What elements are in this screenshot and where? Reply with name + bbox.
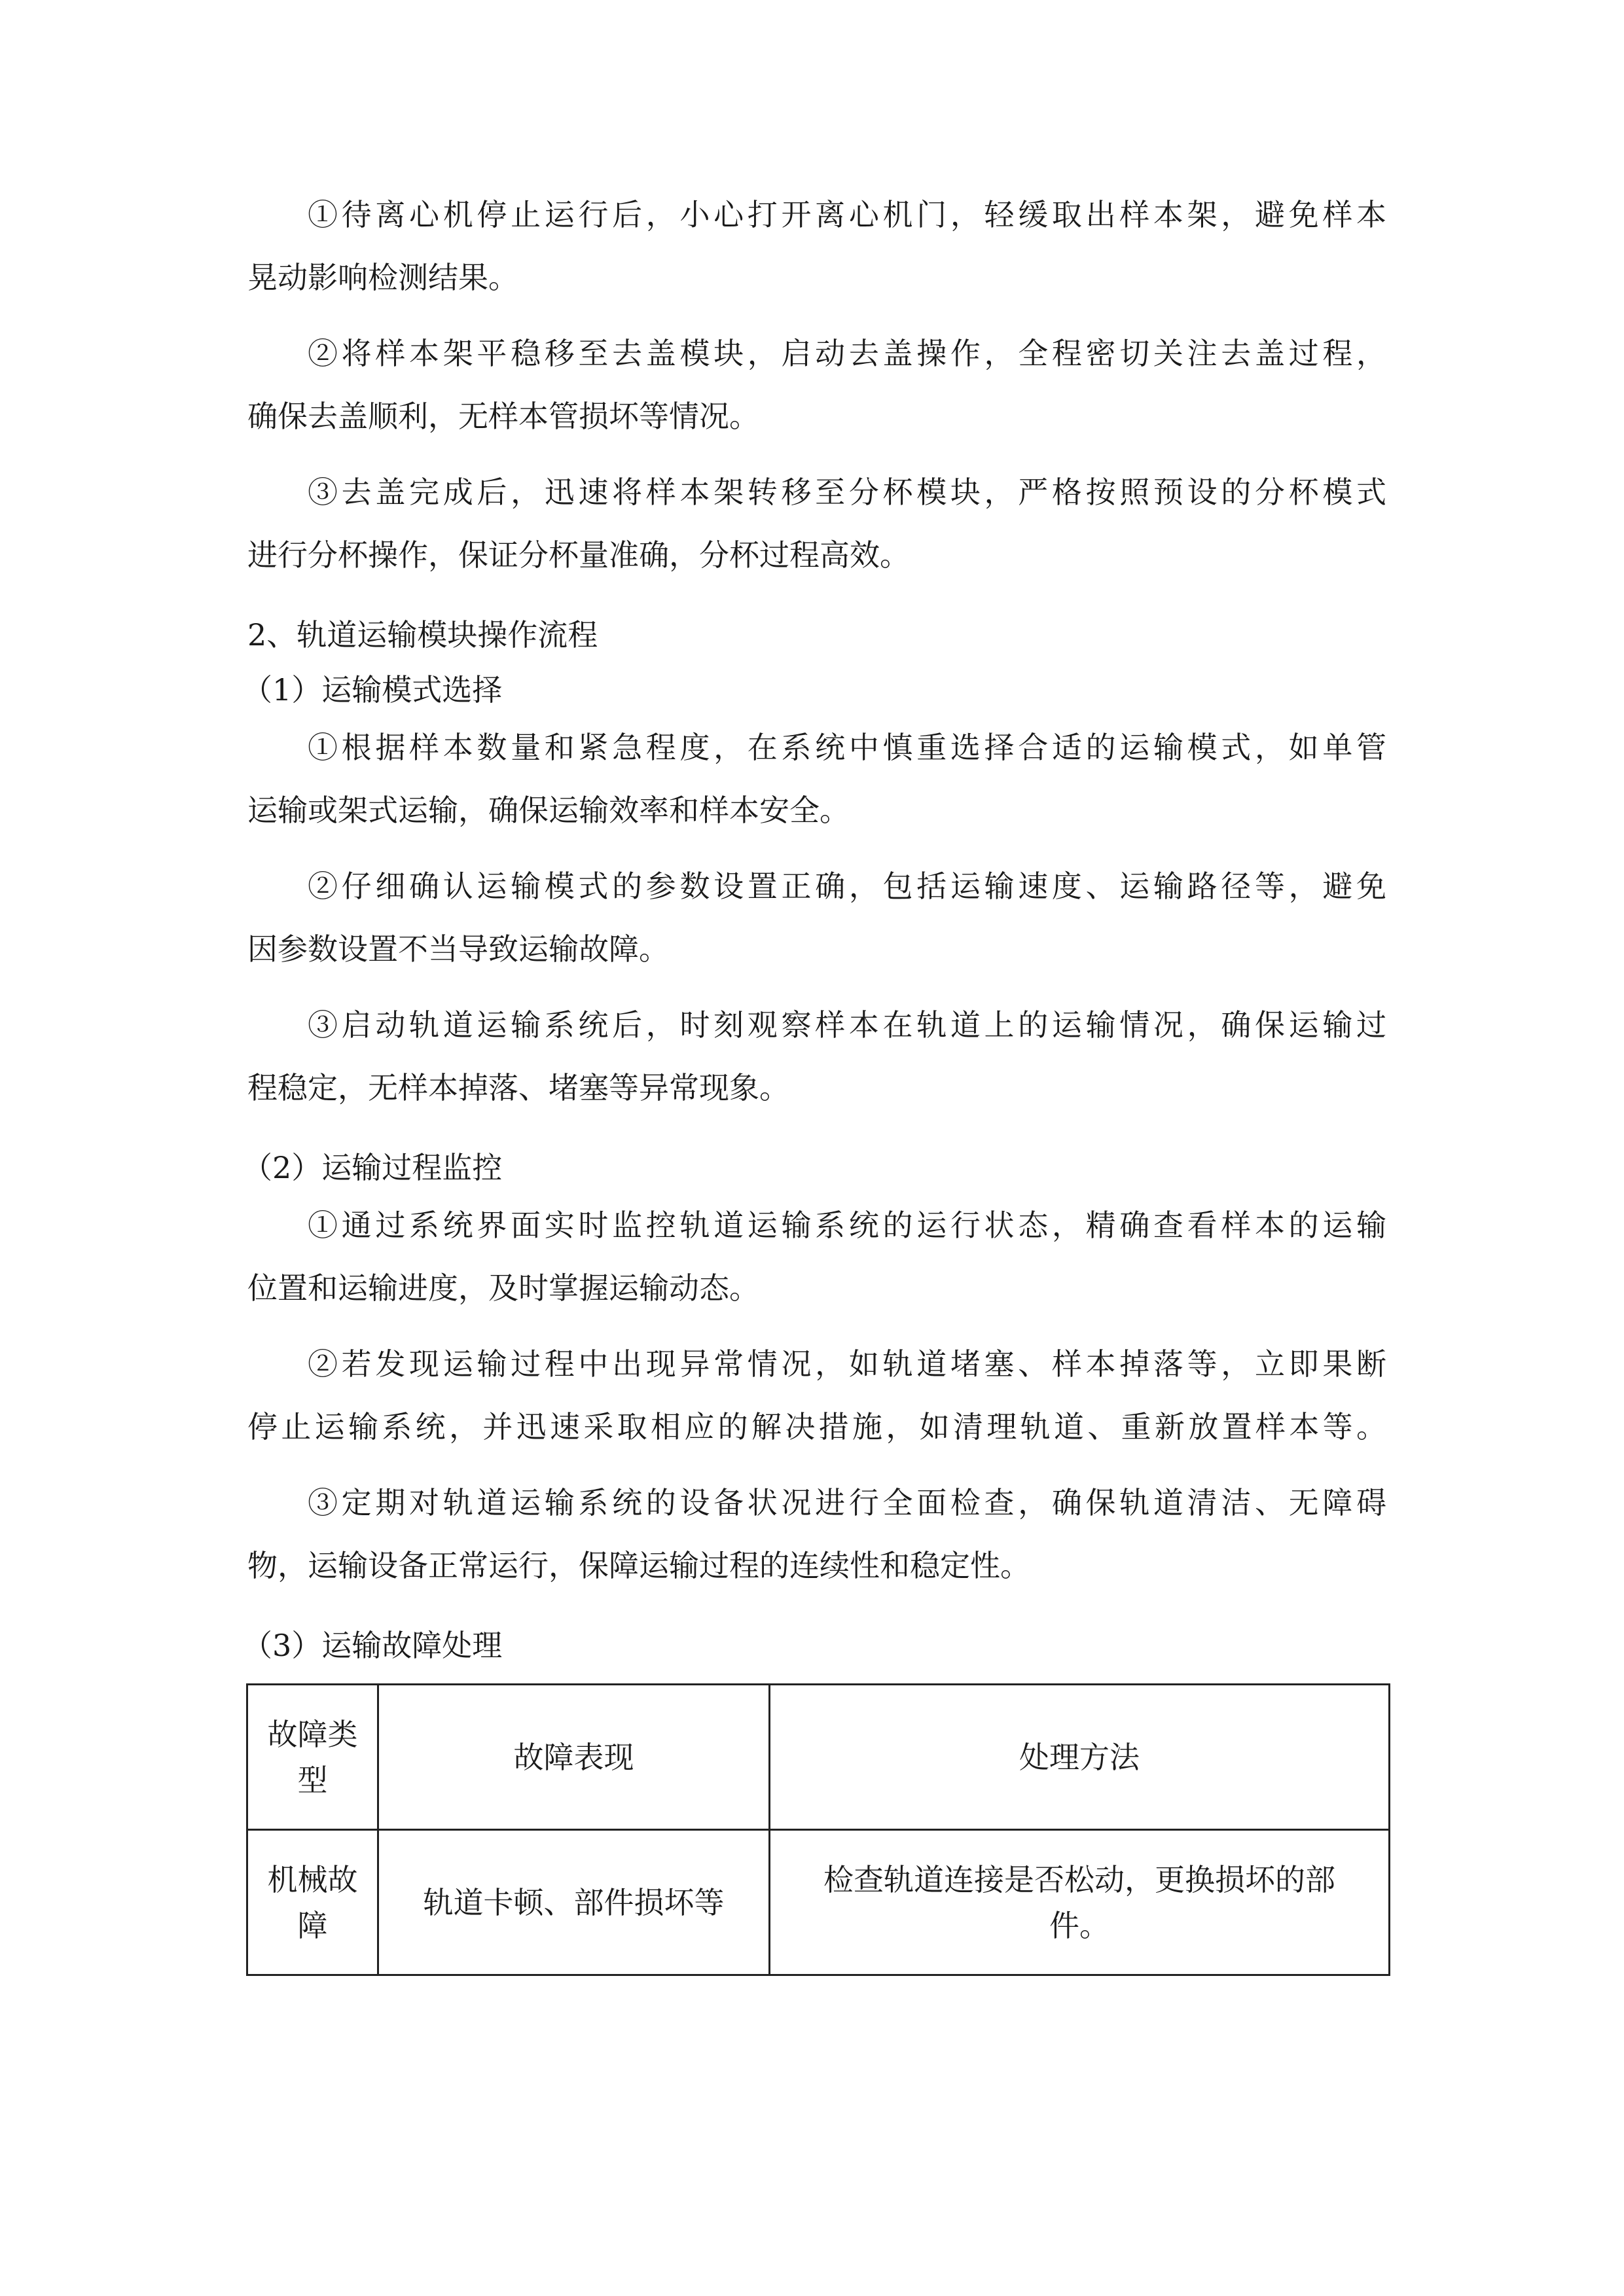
paragraph-line: 程稳定，无样本掉落、堵塞等异常现象。 — [247, 1070, 789, 1105]
cell-fault-symptom: 轨道卡顿、部件损坏等 — [378, 1830, 770, 1975]
cell-fault-type-line: 障 — [297, 1907, 328, 1943]
paragraph-line: 进行分杯操作，保证分杯量准确，分杯过程高效。 — [247, 537, 910, 573]
subsection-heading: （1）运输模式选择 — [242, 672, 503, 708]
paragraph-line: ②将样本架平稳移至去盖模块，启动去盖操作，全程密切关注去盖过程， — [308, 336, 1386, 371]
paragraph-line: 因参数设置不当导致运输故障。 — [247, 931, 669, 967]
subsection-heading: （2）运输过程监控 — [242, 1150, 503, 1185]
paragraph-line: 停止运输系统，并迅速采取相应的解决措施，如清理轨道、重新放置样本等。 — [247, 1409, 1386, 1444]
paragraph-line: ③启动轨道运输系统后，时刻观察样本在轨道上的运输情况，确保运输过 — [308, 1007, 1386, 1043]
paragraph-line: ②若发现运输过程中出现异常情况，如轨道堵塞、样本掉落等，立即果断 — [308, 1346, 1386, 1382]
table-header-row — [247, 1685, 1390, 1830]
subsection-heading: （3）运输故障处理 — [242, 1628, 503, 1663]
header-handling-method: 处理方法 — [770, 1685, 1390, 1830]
paragraph-line: ①通过系统界面实时监控轨道运输系统的运行状态，精确查看样本的运输 — [308, 1208, 1386, 1243]
header-fault-type-line: 故障类 — [267, 1716, 358, 1752]
paragraph-line: 物，运输设备正常运行，保障运输过程的连续性和稳定性。 — [247, 1548, 1030, 1583]
header-fault-symptom: 故障表现 — [378, 1685, 770, 1830]
paragraph-line: 晃动影响检测结果。 — [247, 260, 518, 295]
cell-fault-type-line: 机械故 — [267, 1861, 358, 1897]
paragraph-line: ②仔细确认运输模式的参数设置正确，包括运输速度、运输路径等，避免 — [308, 869, 1386, 904]
cell-handling-method-line: 件。 — [1049, 1907, 1110, 1943]
paragraph-line: 确保去盖顺利，无样本管损坏等情况。 — [247, 399, 759, 434]
section-heading: 2、轨道运输模块操作流程 — [247, 617, 598, 653]
paragraph-line: 运输或架式运输，确保运输效率和样本安全。 — [247, 793, 850, 828]
paragraph-line: ①根据样本数量和紧急程度，在系统中慎重选择合适的运输模式，如单管 — [308, 730, 1386, 765]
cell-handling-method-line: 检查轨道连接是否松动，更换损坏的部 — [823, 1861, 1335, 1897]
fault-table — [246, 1683, 1390, 1976]
cell-fault-type — [247, 1830, 378, 1975]
paragraph-line: ③去盖完成后，迅速将样本架转移至分杯模块，严格按照预设的分杯模式 — [308, 475, 1386, 510]
paragraph-line: 位置和运输进度，及时掌握运输动态。 — [247, 1270, 759, 1306]
paragraph-line: ①待离心机停止运行后，小心打开离心机门，轻缓取出样本架，避免样本 — [308, 197, 1386, 232]
header-fault-type-line: 型 — [297, 1762, 328, 1798]
table-row — [247, 1830, 1390, 1975]
cell-handling-method — [770, 1830, 1390, 1975]
paragraph-line: ③定期对轨道运输系统的设备状况进行全面检查，确保轨道清洁、无障碍 — [308, 1485, 1386, 1520]
header-fault-type — [247, 1685, 378, 1830]
